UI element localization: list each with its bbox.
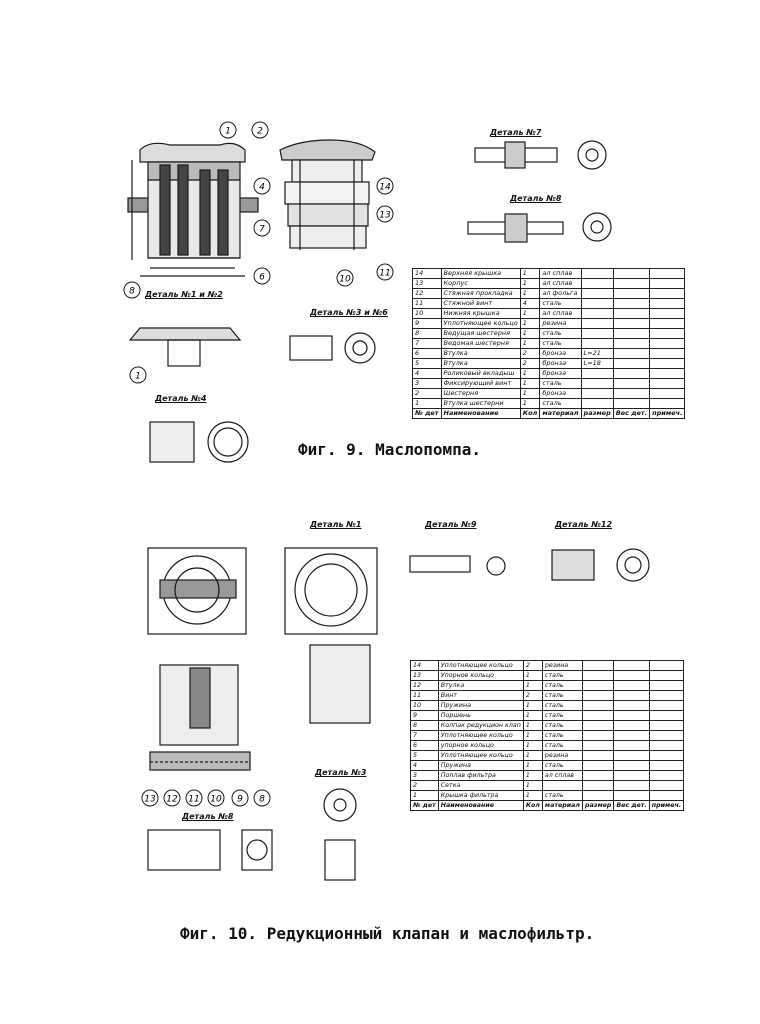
table-cell: 1 xyxy=(523,671,542,681)
table-cell xyxy=(614,781,649,791)
table-cell xyxy=(581,299,613,309)
table-cell xyxy=(613,319,649,329)
table-cell xyxy=(613,349,649,359)
table-cell: 12 xyxy=(413,289,442,299)
table-cell xyxy=(650,309,685,319)
table-cell xyxy=(583,691,614,701)
table-header-cell: Наименование xyxy=(441,409,520,419)
callout-number: 8 xyxy=(129,286,135,297)
table-cell: сталь xyxy=(542,741,582,751)
table-cell xyxy=(583,701,614,711)
table-cell: Стяжной винт xyxy=(441,299,520,309)
table-cell: 1 xyxy=(523,761,542,771)
table-cell xyxy=(581,379,613,389)
table-cell xyxy=(583,771,614,781)
table-cell xyxy=(614,691,649,701)
table-cell: сталь xyxy=(542,761,582,771)
table-cell: Втулка xyxy=(438,681,523,691)
callout-number: 2 xyxy=(257,126,263,137)
detail-8-view xyxy=(148,830,220,870)
table-cell xyxy=(649,711,683,721)
table-cell xyxy=(613,369,649,379)
table-cell: Втулка шестерни xyxy=(441,399,520,409)
table-header-cell: Кол xyxy=(520,409,540,419)
detail-3-6 xyxy=(290,336,332,360)
table-row xyxy=(413,369,685,379)
table-cell: 1 xyxy=(523,771,542,781)
table-row xyxy=(411,671,684,681)
table-cell: 14 xyxy=(413,269,442,279)
table-cell: Сетка xyxy=(438,781,523,791)
table-header-row xyxy=(413,409,685,419)
table-cell: Уплотняющее кольцо xyxy=(438,751,523,761)
table-row xyxy=(411,661,684,671)
table-row xyxy=(411,701,684,711)
table-cell: бронза xyxy=(540,349,581,359)
table-cell: 1 xyxy=(523,731,542,741)
table-cell: сталь xyxy=(540,379,581,389)
detail-label-10-12: Деталь №12 xyxy=(555,520,613,529)
table-cell: 2 xyxy=(523,691,542,701)
table-cell: 1 xyxy=(520,329,540,339)
table-cell: 5 xyxy=(413,359,442,369)
table-cell: сталь xyxy=(542,791,582,801)
table-cell xyxy=(650,269,685,279)
table-cell: сталь xyxy=(542,721,582,731)
table-row xyxy=(413,299,685,309)
table-row xyxy=(413,349,685,359)
table-header-row xyxy=(411,801,684,811)
table-cell: сталь xyxy=(542,701,582,711)
table-row xyxy=(411,791,684,801)
table-row xyxy=(413,289,685,299)
table-row xyxy=(411,721,684,731)
table-cell: 3 xyxy=(413,379,442,389)
table-cell: 10 xyxy=(413,309,442,319)
callout-number: 11 xyxy=(379,268,391,279)
table-cell: 6 xyxy=(411,741,439,751)
table-cell xyxy=(649,751,683,761)
table-header-cell: № дет xyxy=(413,409,442,419)
table-header-cell: Наименование xyxy=(438,801,523,811)
table-cell xyxy=(650,359,685,369)
table-cell: Поплав фильтра xyxy=(438,771,523,781)
table-cell: 6 xyxy=(413,349,442,359)
table-cell xyxy=(613,389,649,399)
table-cell xyxy=(650,299,685,309)
table-row xyxy=(411,741,684,751)
callout-number: 10 xyxy=(210,794,222,805)
table-cell: 9 xyxy=(413,319,442,329)
table-cell xyxy=(583,751,614,761)
table-cell xyxy=(542,781,582,791)
table-cell xyxy=(583,761,614,771)
table-cell: Втулка xyxy=(441,349,520,359)
detail-label-1-2: Деталь №1 и №2 xyxy=(145,290,223,299)
table-row xyxy=(411,681,684,691)
table-cell xyxy=(613,269,649,279)
table-cell: Шестерня xyxy=(441,389,520,399)
table-row xyxy=(411,711,684,721)
table-cell xyxy=(614,741,649,751)
table-cell xyxy=(581,339,613,349)
table-cell xyxy=(583,711,614,721)
table-cell xyxy=(581,289,613,299)
table-cell: 2 xyxy=(413,389,442,399)
table-cell xyxy=(583,741,614,751)
table-cell xyxy=(583,781,614,791)
table-cell: 2 xyxy=(411,781,439,791)
table-cell: 5 xyxy=(411,751,439,761)
table-cell: 1 xyxy=(520,339,540,349)
detail-label-8: Деталь №8 xyxy=(510,194,562,203)
table-cell: Колпак редукцион клап xyxy=(438,721,523,731)
detail-1-2 xyxy=(130,328,240,340)
table-cell xyxy=(583,671,614,681)
table-cell xyxy=(650,329,685,339)
table-cell xyxy=(613,379,649,389)
table-row xyxy=(411,751,684,761)
table-cell xyxy=(581,369,613,379)
table-cell: Уплотняющее кольцо xyxy=(441,319,520,329)
pump-section-view xyxy=(128,143,258,276)
table-cell: Упорное кольцо xyxy=(438,671,523,681)
detail-label-10-8: Деталь №8 xyxy=(182,812,234,821)
table-header-cell: примеч. xyxy=(650,409,685,419)
table-cell: 8 xyxy=(411,721,439,731)
table-header-cell: Вес дет. xyxy=(613,409,649,419)
table-cell xyxy=(649,771,683,781)
table-row xyxy=(411,731,684,741)
table-cell: Пружина xyxy=(438,701,523,711)
table-cell: 1 xyxy=(523,781,542,791)
table-cell xyxy=(583,731,614,741)
callout-number: 13 xyxy=(379,210,391,221)
table-cell: ал сплав xyxy=(540,309,581,319)
detail-label-7: Деталь №7 xyxy=(490,128,542,137)
callout-number: 7 xyxy=(259,224,265,235)
callout-number: 4 xyxy=(259,182,265,193)
table-cell xyxy=(581,399,613,409)
table-cell: 1 xyxy=(411,791,439,801)
table-cell xyxy=(581,329,613,339)
callout-number: 13 xyxy=(144,794,156,805)
table-cell: 1 xyxy=(520,389,540,399)
table-cell: 1 xyxy=(523,751,542,761)
table-cell: Втулка xyxy=(441,359,520,369)
table-cell xyxy=(649,741,683,751)
detail-label-10-9: Деталь №9 xyxy=(425,520,477,529)
callout-number: 11 xyxy=(188,794,200,805)
table-row xyxy=(413,339,685,349)
detail-3-view xyxy=(324,789,356,821)
table-cell xyxy=(649,701,683,711)
table-cell: 1 xyxy=(520,319,540,329)
table-cell: 1 xyxy=(523,681,542,691)
table-cell: сталь xyxy=(540,339,581,349)
detail-4 xyxy=(150,422,194,462)
callout-number: 9 xyxy=(237,794,243,805)
table-row xyxy=(413,279,685,289)
table-cell: Верхняя крышка xyxy=(441,269,520,279)
callout-number: 1 xyxy=(225,126,231,137)
table-cell xyxy=(614,771,649,781)
table-cell xyxy=(614,681,649,691)
table-row xyxy=(413,319,685,329)
fig9-caption: Фиг. 9. Маслопомпа. xyxy=(298,440,482,459)
table-cell xyxy=(650,369,685,379)
table-cell xyxy=(613,279,649,289)
detail-1-view xyxy=(285,548,377,634)
table-cell xyxy=(650,319,685,329)
detail-8-end xyxy=(583,213,611,241)
table-cell: 1 xyxy=(520,279,540,289)
fig10-parts-table xyxy=(410,660,684,811)
table-cell: 7 xyxy=(413,339,442,349)
table-cell: Пружина xyxy=(438,761,523,771)
table-cell xyxy=(613,289,649,299)
table-cell: 1 xyxy=(520,269,540,279)
table-cell: Крышка фильтра xyxy=(438,791,523,801)
table-cell: Роликовый вкладыш xyxy=(441,369,520,379)
table-cell: ал сплав xyxy=(540,279,581,289)
table-cell xyxy=(649,671,683,681)
table-cell: L=18 xyxy=(581,359,613,369)
detail-label-4: Деталь №4 xyxy=(155,394,207,403)
table-cell xyxy=(650,349,685,359)
table-cell xyxy=(581,319,613,329)
valve-exterior-view xyxy=(310,645,370,723)
table-cell xyxy=(614,661,649,671)
callout-number: 14 xyxy=(379,182,391,193)
table-cell: сталь xyxy=(540,399,581,409)
pump-exterior-view xyxy=(280,140,375,250)
table-cell: 13 xyxy=(413,279,442,289)
table-cell: Поршень xyxy=(438,711,523,721)
table-cell xyxy=(613,399,649,409)
table-cell: 12 xyxy=(411,681,439,691)
table-cell: 3 xyxy=(411,771,439,781)
table-cell: 9 xyxy=(411,711,439,721)
table-cell xyxy=(614,721,649,731)
table-cell xyxy=(581,389,613,399)
table-cell: 4 xyxy=(413,369,442,379)
table-cell xyxy=(583,791,614,801)
table-cell: сталь xyxy=(542,671,582,681)
table-header-cell: Кол xyxy=(523,801,542,811)
table-header-cell: № дет xyxy=(411,801,439,811)
table-row xyxy=(411,771,684,781)
table-cell: 1 xyxy=(520,309,540,319)
table-cell: Корпус xyxy=(441,279,520,289)
table-cell xyxy=(649,731,683,741)
table-cell xyxy=(614,761,649,771)
table-cell: 1 xyxy=(523,701,542,711)
table-cell xyxy=(650,339,685,349)
table-cell: 1 xyxy=(523,791,542,801)
table-cell: L=21 xyxy=(581,349,613,359)
table-cell: бронза xyxy=(540,389,581,399)
table-cell xyxy=(583,661,614,671)
table-cell xyxy=(649,781,683,791)
detail-7-end xyxy=(578,141,606,169)
table-cell xyxy=(650,279,685,289)
table-cell: 1 xyxy=(413,399,442,409)
table-cell: 4 xyxy=(411,761,439,771)
table-cell: упорное кольцо xyxy=(438,741,523,751)
detail-9 xyxy=(410,556,470,572)
table-cell: ал фольга xyxy=(540,289,581,299)
callout-number: 12 xyxy=(166,794,178,805)
table-cell: бронза xyxy=(540,369,581,379)
table-cell xyxy=(581,269,613,279)
table-header-cell: размер xyxy=(581,409,613,419)
detail-label-3-6: Деталь №3 и №6 xyxy=(310,308,388,317)
table-cell xyxy=(650,289,685,299)
table-cell: ал сплав xyxy=(542,771,582,781)
table-header-cell: Вес дет. xyxy=(614,801,649,811)
table-cell xyxy=(650,389,685,399)
table-cell: Уплотняющее кольцо xyxy=(438,731,523,741)
table-cell: Фиксирующий винт xyxy=(441,379,520,389)
table-cell xyxy=(613,299,649,309)
table-cell xyxy=(613,309,649,319)
table-cell xyxy=(649,661,683,671)
fig10-caption: Фиг. 10. Редукционный клапан и маслофильтр. xyxy=(180,924,595,943)
table-cell xyxy=(613,359,649,369)
table-cell xyxy=(583,721,614,731)
table-cell: 1 xyxy=(523,741,542,751)
detail-12 xyxy=(552,550,594,580)
table-cell: 8 xyxy=(413,329,442,339)
table-row xyxy=(413,269,685,279)
table-header-cell: размер xyxy=(583,801,614,811)
table-cell xyxy=(614,751,649,761)
table-cell: 14 xyxy=(411,661,439,671)
table-cell xyxy=(581,309,613,319)
table-cell: сталь xyxy=(542,681,582,691)
table-header-cell: материал xyxy=(542,801,582,811)
table-row xyxy=(413,399,685,409)
table-cell xyxy=(614,701,649,711)
table-cell: ал сплав xyxy=(540,269,581,279)
table-cell xyxy=(650,379,685,389)
table-cell xyxy=(650,399,685,409)
table-cell xyxy=(614,791,649,801)
table-cell: резина xyxy=(542,751,582,761)
table-cell xyxy=(613,329,649,339)
table-cell: сталь xyxy=(542,731,582,741)
table-cell: сталь xyxy=(540,329,581,339)
table-cell: Ведомая шестерня xyxy=(441,339,520,349)
table-cell: 1 xyxy=(520,289,540,299)
table-row xyxy=(411,691,684,701)
table-cell: сталь xyxy=(542,691,582,701)
callout-number: 6 xyxy=(259,272,265,283)
table-row xyxy=(411,761,684,771)
table-header-cell: материал xyxy=(540,409,581,419)
table-cell: 1 xyxy=(520,379,540,389)
table-cell: Стяжная прокладка xyxy=(441,289,520,299)
table-header-cell: примеч. xyxy=(649,801,683,811)
table-cell xyxy=(649,761,683,771)
table-cell: 10 xyxy=(411,701,439,711)
table-cell xyxy=(614,711,649,721)
table-cell: Нижняя крышка xyxy=(441,309,520,319)
table-cell xyxy=(613,339,649,349)
table-cell xyxy=(581,279,613,289)
table-cell: Уплотняющее кольцо xyxy=(438,661,523,671)
table-cell: резина xyxy=(540,319,581,329)
table-row xyxy=(413,329,685,339)
detail-label-10-1: Деталь №1 xyxy=(310,520,362,529)
table-cell: 2 xyxy=(520,349,540,359)
table-cell: 2 xyxy=(523,661,542,671)
table-cell: Ведущая шестерня xyxy=(441,329,520,339)
table-cell: Винт xyxy=(438,691,523,701)
table-cell: сталь xyxy=(542,711,582,721)
table-cell: сталь xyxy=(540,299,581,309)
table-row xyxy=(413,359,685,369)
table-cell: 1 xyxy=(523,711,542,721)
fig9-parts-table xyxy=(412,268,685,419)
table-cell: 1 xyxy=(520,399,540,409)
table-row xyxy=(413,389,685,399)
table-row xyxy=(413,309,685,319)
table-cell xyxy=(614,731,649,741)
table-cell xyxy=(649,691,683,701)
table-cell: 13 xyxy=(411,671,439,681)
table-cell xyxy=(614,671,649,681)
table-cell: 1 xyxy=(523,721,542,731)
table-cell: 11 xyxy=(411,691,439,701)
table-cell: 11 xyxy=(413,299,442,309)
table-cell xyxy=(649,791,683,801)
table-row xyxy=(413,379,685,389)
table-cell xyxy=(583,681,614,691)
table-cell: 7 xyxy=(411,731,439,741)
detail-label-10-3: Деталь №3 xyxy=(315,768,367,777)
table-cell: резина xyxy=(542,661,582,671)
table-cell: 1 xyxy=(520,369,540,379)
callout-number: 1 xyxy=(135,371,141,382)
table-cell xyxy=(649,721,683,731)
table-cell: бронза xyxy=(540,359,581,369)
table-cell: 2 xyxy=(520,359,540,369)
detail-7-gear xyxy=(505,142,525,168)
callout-number: 10 xyxy=(339,274,351,285)
table-cell: 4 xyxy=(520,299,540,309)
callout-number: 8 xyxy=(259,794,265,805)
filter-body-view xyxy=(150,752,250,770)
table-row xyxy=(411,781,684,791)
table-cell xyxy=(649,681,683,691)
